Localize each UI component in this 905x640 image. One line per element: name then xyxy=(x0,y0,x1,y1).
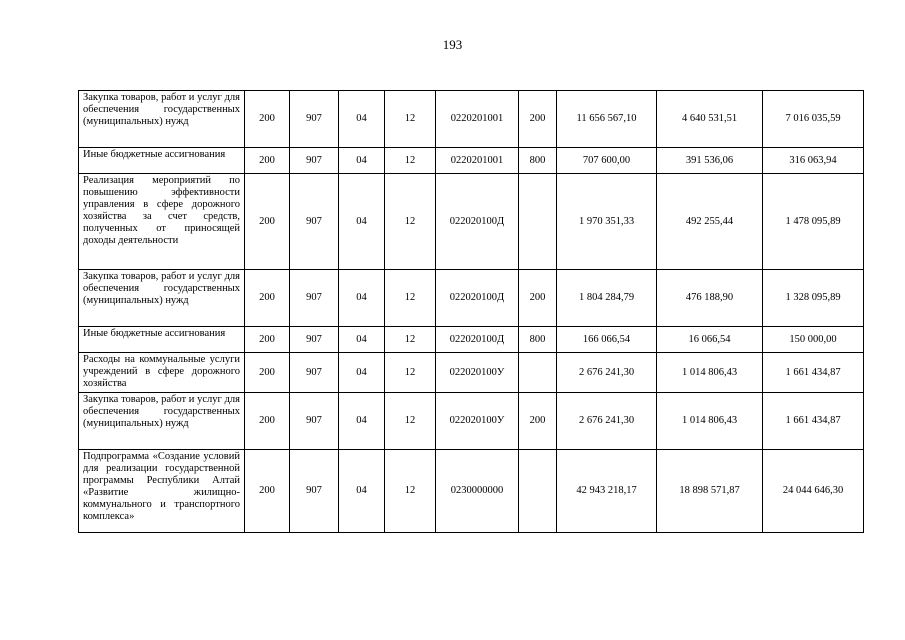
table-row xyxy=(79,91,864,148)
sum-3-cell: 7 016 035,59 xyxy=(763,91,864,148)
target-article-cell: 022020100У xyxy=(436,393,519,450)
section-cell: 04 xyxy=(339,148,385,174)
table-row xyxy=(79,450,864,533)
gp-cell: 907 xyxy=(290,91,339,148)
page-number: 193 xyxy=(442,37,463,52)
table-row xyxy=(79,393,864,450)
sum-2-cell: 391 536,06 xyxy=(657,148,763,174)
sum-3-cell: 24 044 646,30 xyxy=(763,450,864,533)
section-cell: 04 xyxy=(339,327,385,353)
section-cell: 04 xyxy=(339,91,385,148)
sum-3-cell: 150 000,00 xyxy=(763,327,864,353)
expense-type-cell: 800 xyxy=(519,327,557,353)
table-row xyxy=(79,353,864,393)
target-article-cell: 0230000000 xyxy=(436,450,519,533)
sum-3-cell: 1 328 095,89 xyxy=(763,270,864,327)
gp-cell: 907 xyxy=(290,148,339,174)
gp-cell: 907 xyxy=(290,174,339,270)
subsection-cell: 12 xyxy=(385,450,436,533)
target-article-cell: 0220201001 xyxy=(436,148,519,174)
sum-total-cell: 707 600,00 xyxy=(557,148,657,174)
gp-cell: 907 xyxy=(290,270,339,327)
target-article-cell: 022020100Д xyxy=(436,327,519,353)
sum-2-cell: 492 255,44 xyxy=(657,174,763,270)
target-article-cell: 022020100Д xyxy=(436,174,519,270)
table-row xyxy=(79,270,864,327)
sum-2-cell: 1 014 806,43 xyxy=(657,353,763,393)
sum-2-cell: 1 014 806,43 xyxy=(657,393,763,450)
expense-type-cell: 200 xyxy=(519,393,557,450)
section-cell: 04 xyxy=(339,393,385,450)
subsection-cell: 12 xyxy=(385,91,436,148)
subsection-cell: 12 xyxy=(385,174,436,270)
budget-table xyxy=(78,90,864,533)
sum-total-cell: 2 676 241,30 xyxy=(557,393,657,450)
sum-3-cell: 316 063,94 xyxy=(763,148,864,174)
row-name-cell: Иные бюджетные ассигнования xyxy=(79,327,245,353)
target-article-cell: 022020100Д xyxy=(436,270,519,327)
sum-3-cell: 1 661 434,87 xyxy=(763,353,864,393)
expense-type-cell: 200 xyxy=(519,270,557,327)
section-cell: 04 xyxy=(339,270,385,327)
row-name-cell: Иные бюджетные ассигнования xyxy=(79,148,245,174)
sum-total-cell: 2 676 241,30 xyxy=(557,353,657,393)
sum-total-cell: 42 943 218,17 xyxy=(557,450,657,533)
row-name-cell: Закупка товаров, работ и услуг для обеспечения государственных (муниципальных) нужд xyxy=(79,393,245,450)
subsection-cell: 12 xyxy=(385,327,436,353)
gp-cell: 907 xyxy=(290,450,339,533)
subsection-cell: 12 xyxy=(385,270,436,327)
sum-2-cell: 16 066,54 xyxy=(657,327,763,353)
rzpr-cell: 200 xyxy=(245,450,290,533)
sum-total-cell: 11 656 567,10 xyxy=(557,91,657,148)
table-body xyxy=(79,91,864,533)
row-name-cell: Реализация мероприятий по повышению эффективности управления в сфере дорожного хозяйства за счет средств, полученных от приносящей доходы деятельности xyxy=(79,174,245,270)
expense-type-cell: 800 xyxy=(519,148,557,174)
row-name-cell: Расходы на коммунальные услуги учреждений в сфере дорожного хозяйства xyxy=(79,353,245,393)
section-cell: 04 xyxy=(339,174,385,270)
expense-type-cell xyxy=(519,450,557,533)
sum-3-cell: 1 661 434,87 xyxy=(763,393,864,450)
sum-total-cell: 166 066,54 xyxy=(557,327,657,353)
sum-2-cell: 476 188,90 xyxy=(657,270,763,327)
row-name-cell: Подпрограмма «Создание условий для реализации государственной программы Республики Алтай «Развитие жилищно-коммунального и транспортного комплекса» xyxy=(79,450,245,533)
subsection-cell: 12 xyxy=(385,393,436,450)
row-name-cell: Закупка товаров, работ и услуг для обеспечения государственных (муниципальных) нужд xyxy=(79,270,245,327)
section-cell: 04 xyxy=(339,353,385,393)
table-row xyxy=(79,174,864,270)
expense-type-cell xyxy=(519,353,557,393)
rzpr-cell: 200 xyxy=(245,327,290,353)
rzpr-cell: 200 xyxy=(245,174,290,270)
gp-cell: 907 xyxy=(290,353,339,393)
rzpr-cell: 200 xyxy=(245,91,290,148)
expense-type-cell: 200 xyxy=(519,91,557,148)
rzpr-cell: 200 xyxy=(245,393,290,450)
table-row xyxy=(79,327,864,353)
gp-cell: 907 xyxy=(290,393,339,450)
rzpr-cell: 200 xyxy=(245,353,290,393)
rzpr-cell: 200 xyxy=(245,270,290,327)
rzpr-cell: 200 xyxy=(245,148,290,174)
subsection-cell: 12 xyxy=(385,148,436,174)
target-article-cell: 0220201001 xyxy=(436,91,519,148)
subsection-cell: 12 xyxy=(385,353,436,393)
target-article-cell: 022020100У xyxy=(436,353,519,393)
sum-2-cell: 18 898 571,87 xyxy=(657,450,763,533)
sum-3-cell: 1 478 095,89 xyxy=(763,174,864,270)
sum-2-cell: 4 640 531,51 xyxy=(657,91,763,148)
sum-total-cell: 1 804 284,79 xyxy=(557,270,657,327)
section-cell: 04 xyxy=(339,450,385,533)
gp-cell: 907 xyxy=(290,327,339,353)
sum-total-cell: 1 970 351,33 xyxy=(557,174,657,270)
row-name-cell: Закупка товаров, работ и услуг для обеспечения государственных (муниципальных) нужд xyxy=(79,91,245,148)
table-row xyxy=(79,148,864,174)
expense-type-cell xyxy=(519,174,557,270)
